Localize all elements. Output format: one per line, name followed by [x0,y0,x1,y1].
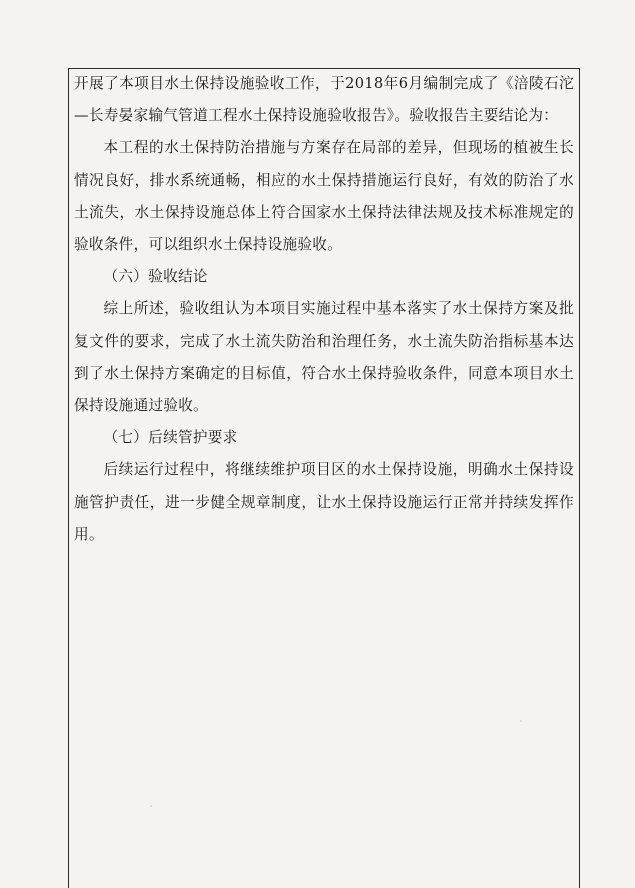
paragraph-report-intro: 开展了本项目水土保持设施验收工作，于2018年6月编制完成了《涪陵石沱—长寿晏家输气管道工程水土保持设施验收报告》。验收报告主要结论为： [74,75,574,125]
paragraph-maintenance-requirements: 后续运行过程中，将继续维护项目区的水土保持设施，明确水土保持设施管护责任，进一步健全规章制度，让水土保持设施运行正常并持续发挥作用。 [74,461,574,543]
scan-speck [150,805,152,807]
scan-speck [520,720,522,722]
section-heading-maintenance-requirements: （七）后续管护要求 [103,429,238,447]
paragraph-report-conclusion: 本工程的水土保持防治措施与方案存在局部的差异，但现场的植被生长情况良好，排水系统通畅，相应的水土保持措施运行良好，有效的防治了水土流失，水土保持设施总体上符合国家水土保持法律法规及技术标准规定的验收条件，可以组织水土保持设施验收。 [74,139,574,254]
paragraph-acceptance-conclusion: 综上所述，验收组认为本项目实施过程中基本落实了水土保持方案及批复文件的要求，完成了水土流失防治和治理任务，水土流失防治指标基本达到了水土保持方案确定的目标值，符合水土保持验收条件，同意本项目水土保持设施通过验收。 [74,300,574,415]
document-body [74,68,574,551]
section-heading-acceptance-conclusion: （六）验收结论 [103,268,208,286]
